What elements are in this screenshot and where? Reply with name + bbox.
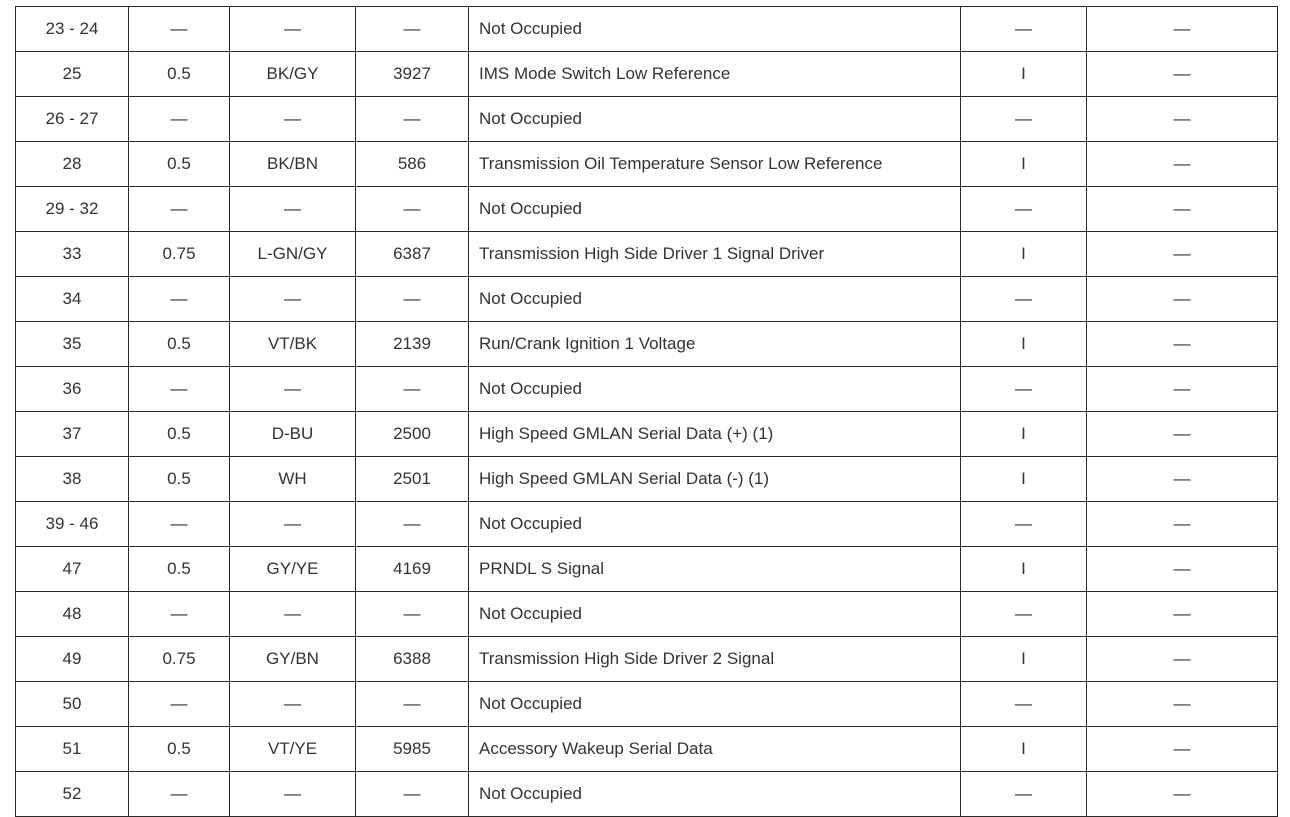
option-cell: — <box>1087 502 1278 547</box>
table-body <box>16 7 1278 817</box>
circuit-number-cell: 3927 <box>356 52 469 97</box>
wire-size-cell: — <box>129 97 230 142</box>
wire-size-cell: 0.75 <box>129 232 230 277</box>
function-cell: PRNDL S Signal <box>469 547 961 592</box>
wire-size-cell: — <box>129 277 230 322</box>
table-row <box>16 682 1278 727</box>
wire-size-cell: 0.5 <box>129 322 230 367</box>
option-cell: — <box>1087 52 1278 97</box>
pin-number-cell: 48 <box>16 592 129 637</box>
circuit-number-cell: — <box>356 592 469 637</box>
table-row <box>16 232 1278 277</box>
circuit-number-cell: — <box>356 367 469 412</box>
option-cell: — <box>1087 547 1278 592</box>
table-row <box>16 97 1278 142</box>
pin-number-cell: 51 <box>16 727 129 772</box>
function-cell: Not Occupied <box>469 367 961 412</box>
wire-color-cell: BK/GY <box>230 52 356 97</box>
wire-color-cell: — <box>230 772 356 817</box>
wire-color-cell: L-GN/GY <box>230 232 356 277</box>
function-cell: Not Occupied <box>469 7 961 52</box>
pin-number-cell: 23 - 24 <box>16 7 129 52</box>
table-row <box>16 277 1278 322</box>
wire-color-cell: — <box>230 682 356 727</box>
table-row <box>16 367 1278 412</box>
pin-number-cell: 35 <box>16 322 129 367</box>
function-cell: Not Occupied <box>469 187 961 232</box>
option-cell: — <box>1087 772 1278 817</box>
pin-number-cell: 37 <box>16 412 129 457</box>
terminal-type-cell: — <box>961 772 1087 817</box>
wire-color-cell: GY/BN <box>230 637 356 682</box>
wire-size-cell: — <box>129 187 230 232</box>
function-cell: Transmission High Side Driver 2 Signal <box>469 637 961 682</box>
circuit-number-cell: 2500 <box>356 412 469 457</box>
wire-color-cell: — <box>230 7 356 52</box>
wire-color-cell: WH <box>230 457 356 502</box>
circuit-number-cell: — <box>356 682 469 727</box>
terminal-type-cell: I <box>961 412 1087 457</box>
terminal-type-cell: — <box>961 97 1087 142</box>
circuit-number-cell: 6388 <box>356 637 469 682</box>
function-cell: High Speed GMLAN Serial Data (-) (1) <box>469 457 961 502</box>
circuit-number-cell: 2501 <box>356 457 469 502</box>
option-cell: — <box>1087 727 1278 772</box>
wire-color-cell: — <box>230 367 356 412</box>
circuit-number-cell: — <box>356 7 469 52</box>
circuit-number-cell: 586 <box>356 142 469 187</box>
wire-size-cell: — <box>129 592 230 637</box>
pin-number-cell: 29 - 32 <box>16 187 129 232</box>
pin-number-cell: 47 <box>16 547 129 592</box>
function-cell: High Speed GMLAN Serial Data (+) (1) <box>469 412 961 457</box>
function-cell: Transmission Oil Temperature Sensor Low Reference <box>469 142 961 187</box>
pin-number-cell: 28 <box>16 142 129 187</box>
option-cell: — <box>1087 142 1278 187</box>
circuit-number-cell: 2139 <box>356 322 469 367</box>
wire-color-cell: GY/YE <box>230 547 356 592</box>
circuit-number-cell: 6387 <box>356 232 469 277</box>
terminal-type-cell: — <box>961 502 1087 547</box>
connector-pinout-table-container <box>15 6 1277 817</box>
terminal-type-cell: — <box>961 187 1087 232</box>
circuit-number-cell: 5985 <box>356 727 469 772</box>
wire-color-cell: — <box>230 187 356 232</box>
function-cell: Run/Crank Ignition 1 Voltage <box>469 322 961 367</box>
table-row <box>16 727 1278 772</box>
function-cell: IMS Mode Switch Low Reference <box>469 52 961 97</box>
function-cell: Not Occupied <box>469 502 961 547</box>
pin-number-cell: 33 <box>16 232 129 277</box>
table-row <box>16 457 1278 502</box>
table-row <box>16 772 1278 817</box>
wire-color-cell: — <box>230 592 356 637</box>
function-cell: Not Occupied <box>469 772 961 817</box>
circuit-number-cell: — <box>356 772 469 817</box>
circuit-number-cell: — <box>356 277 469 322</box>
table-row <box>16 187 1278 232</box>
circuit-number-cell: 4169 <box>356 547 469 592</box>
terminal-type-cell: — <box>961 682 1087 727</box>
function-cell: Transmission High Side Driver 1 Signal Driver <box>469 232 961 277</box>
connector-pinout-table <box>15 6 1278 817</box>
option-cell: — <box>1087 457 1278 502</box>
wire-size-cell: — <box>129 367 230 412</box>
wire-size-cell: — <box>129 682 230 727</box>
pin-number-cell: 52 <box>16 772 129 817</box>
terminal-type-cell: — <box>961 277 1087 322</box>
table-row <box>16 322 1278 367</box>
pin-number-cell: 50 <box>16 682 129 727</box>
wire-color-cell: — <box>230 277 356 322</box>
wire-size-cell: 0.5 <box>129 547 230 592</box>
terminal-type-cell: I <box>961 547 1087 592</box>
pin-number-cell: 49 <box>16 637 129 682</box>
terminal-type-cell: — <box>961 367 1087 412</box>
wire-size-cell: 0.5 <box>129 142 230 187</box>
function-cell: Not Occupied <box>469 682 961 727</box>
pin-number-cell: 38 <box>16 457 129 502</box>
terminal-type-cell: I <box>961 637 1087 682</box>
circuit-number-cell: — <box>356 502 469 547</box>
table-row <box>16 502 1278 547</box>
terminal-type-cell: — <box>961 7 1087 52</box>
terminal-type-cell: I <box>961 142 1087 187</box>
wire-size-cell: 0.5 <box>129 457 230 502</box>
wire-size-cell: 0.5 <box>129 412 230 457</box>
terminal-type-cell: — <box>961 592 1087 637</box>
option-cell: — <box>1087 682 1278 727</box>
table-row <box>16 52 1278 97</box>
table-row <box>16 547 1278 592</box>
terminal-type-cell: I <box>961 322 1087 367</box>
function-cell: Not Occupied <box>469 592 961 637</box>
option-cell: — <box>1087 412 1278 457</box>
option-cell: — <box>1087 7 1278 52</box>
wire-color-cell: — <box>230 97 356 142</box>
table-row <box>16 412 1278 457</box>
function-cell: Accessory Wakeup Serial Data <box>469 727 961 772</box>
wire-size-cell: — <box>129 7 230 52</box>
pin-number-cell: 36 <box>16 367 129 412</box>
pin-number-cell: 39 - 46 <box>16 502 129 547</box>
wire-color-cell: — <box>230 502 356 547</box>
option-cell: — <box>1087 232 1278 277</box>
table-row <box>16 637 1278 682</box>
wire-size-cell: — <box>129 772 230 817</box>
terminal-type-cell: I <box>961 457 1087 502</box>
wire-color-cell: BK/BN <box>230 142 356 187</box>
terminal-type-cell: I <box>961 727 1087 772</box>
pin-number-cell: 26 - 27 <box>16 97 129 142</box>
function-cell: Not Occupied <box>469 97 961 142</box>
wire-color-cell: D-BU <box>230 412 356 457</box>
table-row <box>16 592 1278 637</box>
option-cell: — <box>1087 277 1278 322</box>
pin-number-cell: 34 <box>16 277 129 322</box>
wire-color-cell: VT/YE <box>230 727 356 772</box>
wire-size-cell: 0.5 <box>129 52 230 97</box>
pin-number-cell: 25 <box>16 52 129 97</box>
function-cell: Not Occupied <box>469 277 961 322</box>
wire-size-cell: 0.5 <box>129 727 230 772</box>
terminal-type-cell: I <box>961 232 1087 277</box>
circuit-number-cell: — <box>356 97 469 142</box>
terminal-type-cell: I <box>961 52 1087 97</box>
option-cell: — <box>1087 97 1278 142</box>
table-row <box>16 142 1278 187</box>
option-cell: — <box>1087 592 1278 637</box>
wire-size-cell: 0.75 <box>129 637 230 682</box>
option-cell: — <box>1087 637 1278 682</box>
option-cell: — <box>1087 187 1278 232</box>
circuit-number-cell: — <box>356 187 469 232</box>
table-row <box>16 7 1278 52</box>
option-cell: — <box>1087 367 1278 412</box>
wire-color-cell: VT/BK <box>230 322 356 367</box>
option-cell: — <box>1087 322 1278 367</box>
wire-size-cell: — <box>129 502 230 547</box>
